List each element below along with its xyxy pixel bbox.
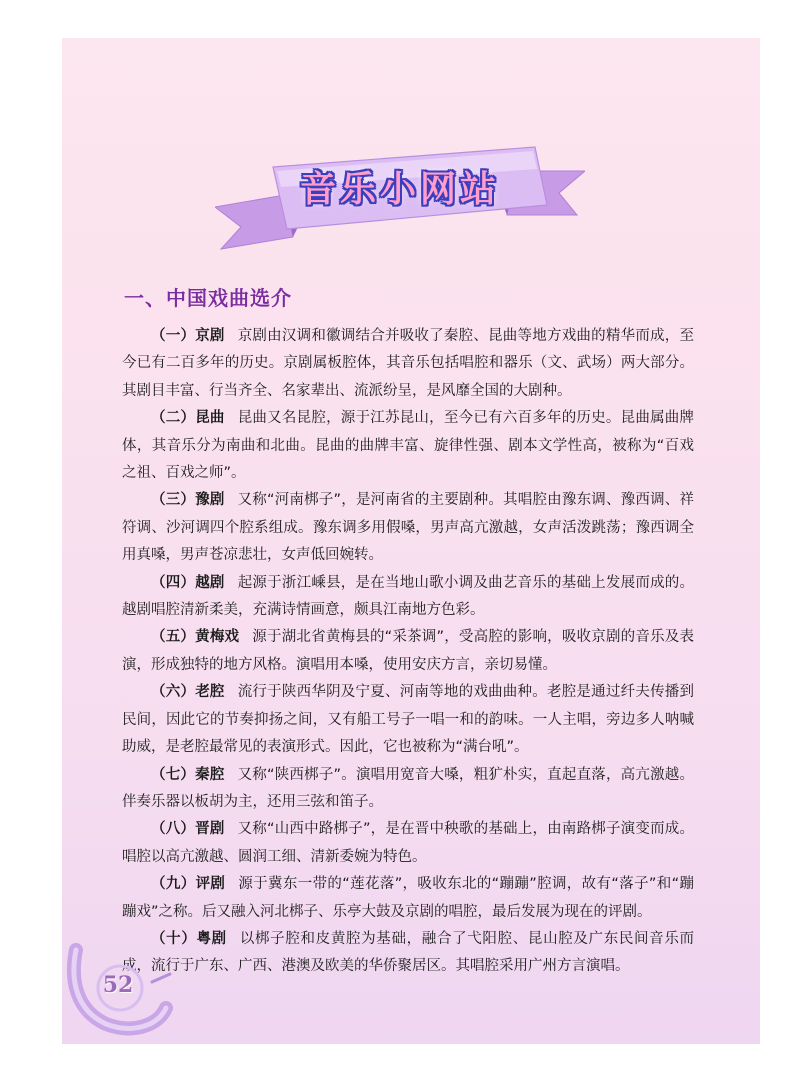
entry-text: 流行于陕西华阴及宁夏、河南等地的戏曲曲种。老腔是通过纤夫传播到民间，因此它的节奏抑扬之间，又有船工号子一唱一和的韵味。一人主唱，旁边多人呐喊助威，是老腔最常见的表演形式。因此，它也被称为“满台吼”。	[122, 684, 695, 756]
entry-text: 以梆子腔和皮黄腔为基础，融合了弋阳腔、昆山腔及广东民间音乐而成，流行于广东、广西、港澳及欧美的华侨聚居区。其唱腔采用广州方言演唱。	[122, 930, 695, 975]
entry-number: （十）	[151, 930, 197, 947]
entry-title: 京剧	[195, 328, 225, 344]
section-heading: 一、中国戏曲选介	[124, 286, 292, 310]
entry-number: （七）	[151, 766, 196, 783]
paragraph-kunqu	[122, 405, 694, 487]
entry-text: 京剧由汉调和徽调结合并吸收了秦腔、昆曲等地方戏曲的精华而成，至今已有二百多年的历史。京剧属板腔体，其音乐包括唱腔和器乐（文、武场）两大部分。其剧目丰富、行当齐全、名家辈出、流派纷呈，是风靡全国的大剧种。	[122, 328, 695, 399]
entry-title: 越剧	[195, 574, 225, 591]
entry-title: 老腔	[195, 684, 225, 701]
paragraph-yuju	[122, 487, 694, 569]
paragraph-jinju	[122, 816, 694, 871]
entry-text: 又称“山西中路梆子”，是在晋中秧歌的基础上，由南路梆子演变而成。唱腔以高亢激越、圆润工细、清新委婉为特色。	[122, 821, 695, 865]
title-banner	[215, 145, 585, 275]
entry-title: 豫剧	[195, 492, 225, 509]
entry-number: （五）	[151, 629, 196, 646]
article-body	[122, 323, 694, 981]
entry-title: 粤剧	[196, 930, 227, 947]
banner-title: 音乐小网站	[299, 169, 500, 210]
entry-number: （六）	[151, 684, 196, 701]
paragraph-yueju	[122, 570, 694, 625]
paragraph-yueju-cantonese	[122, 926, 694, 981]
entry-text: 昆曲又名昆腔，源于江苏昆山，至今已有六百多年的历史。昆曲属曲牌体，其音乐分为南曲和北曲。昆曲的曲牌丰富、旋律性强、剧本文学性高，被称为“百戏之祖、百戏之师”。	[122, 410, 695, 482]
paragraph-pingju	[122, 871, 694, 926]
paragraph-qinqiang	[122, 762, 694, 817]
entry-number: （一）	[151, 328, 196, 344]
entry-text: 源于湖北省黄梅县的“采茶调”，受高腔的影响，吸收京剧的音乐及表演，形成独特的地方风格。演唱用本嗓，使用安庆方言，亲切易懂。	[122, 629, 695, 673]
paragraph-jingju	[122, 323, 694, 405]
entry-title: 黄梅戏	[195, 629, 240, 646]
page-number: 52	[102, 972, 134, 998]
entry-title: 评剧	[195, 876, 226, 893]
entry-number: （四）	[151, 574, 196, 591]
paragraph-huangmeixi	[122, 624, 694, 679]
entry-title: 秦腔	[195, 766, 225, 783]
paragraph-laoqiang	[122, 679, 694, 761]
entry-number: （二）	[151, 410, 196, 427]
entry-title: 昆曲	[195, 410, 225, 427]
entry-text: 又称“陕西梆子”。演唱用宽音大嗓，粗犷朴实，直起直落，高亢激越。伴奏乐器以板胡为主，还用三弦和笛子。	[122, 766, 695, 810]
entry-title: 晋剧	[195, 821, 225, 838]
entry-text: 起源于浙江嵊县，是在当地山歌小调及曲艺音乐的基础上发展而成的。越剧唱腔清新柔美，充满诗情画意，颇具江南地方色彩。	[122, 574, 695, 619]
entry-number: （三）	[151, 492, 196, 509]
entry-text: 源于冀东一带的“莲花落”，吸收东北的“蹦蹦”腔调，故有“落子”和“蹦蹦戏”之称。后又融入河北梆子、乐亭大鼓及京剧的唱腔，最后发展为现在的评剧。	[122, 876, 694, 920]
entry-text: 又称“河南梆子”，是河南省的主要剧种。其唱腔由豫东调、豫西调、祥符调、沙河调四个腔系组成。豫东调多用假嗓，男声高亢激越，女声活泼跳荡；豫西调全用真嗓，男声苍凉悲壮，女声低回婉转。	[122, 492, 695, 564]
entry-number: （八）	[151, 821, 196, 838]
entry-number: （九）	[151, 876, 196, 893]
